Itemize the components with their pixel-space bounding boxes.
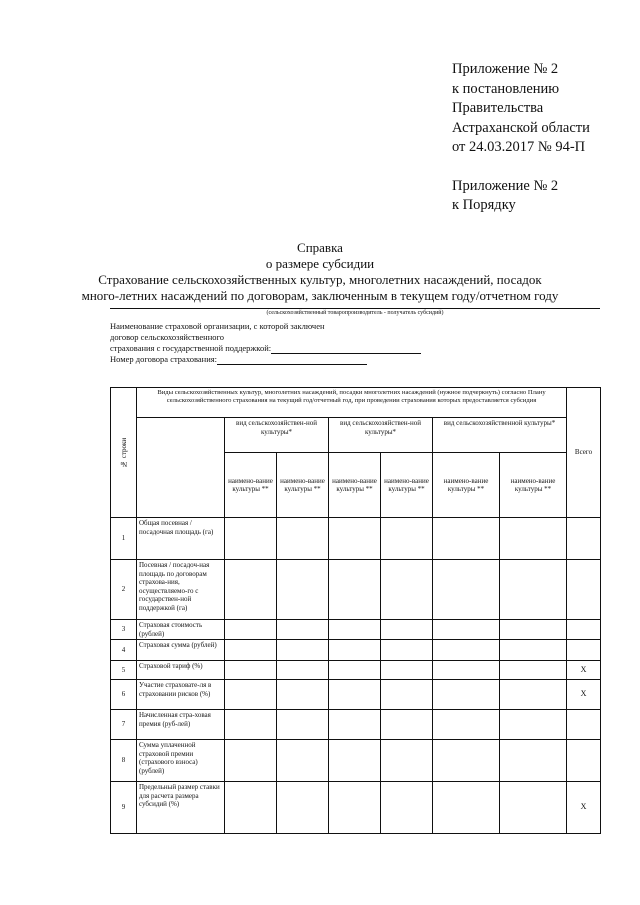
document-description: Страхование сельскохозяйственных культур, многолетних насаждений, посадок много-летних насаждений по договорам, заключенным в текущем году/отчетном году (81, 272, 559, 303)
table-row (111, 518, 601, 560)
row-number: 9 (111, 782, 137, 834)
insurer-label-2: договор сельскохозяйственного (110, 332, 225, 342)
data-cell[interactable] (433, 740, 500, 782)
total-cell[interactable]: Х (567, 661, 601, 680)
row-number: 7 (111, 710, 137, 740)
total-cell[interactable] (567, 740, 601, 782)
total-cell[interactable]: Х (567, 782, 601, 834)
data-cell[interactable] (433, 680, 500, 710)
crop-types-header: Виды сельскохозяйственных культур, многолетних насаждений, посадки многолетних насаждений (нужное подчеркнуть) согласно Плану сельскохозяйственного страхования на текущий год/отчетный год, при проведении страхования которых предоставляется субсидия (137, 388, 567, 418)
data-cell[interactable] (277, 620, 329, 640)
row-label: Сумма уплаченной страховой премии (страхового взноса) (рублей) (137, 740, 225, 782)
row-label: Посевная / посадоч-ная площадь по договорам страхова-ния, осуществляемо-го с государствен-ной поддержкой (га) (137, 560, 225, 620)
data-cell[interactable] (433, 710, 500, 740)
data-cell[interactable] (329, 518, 381, 560)
data-cell[interactable] (433, 560, 500, 620)
data-cell[interactable] (381, 640, 433, 661)
data-cell[interactable] (329, 710, 381, 740)
document-title: Справка (297, 240, 343, 255)
data-cell[interactable] (329, 740, 381, 782)
table-row (111, 560, 601, 620)
subsidy-table (110, 387, 601, 834)
row-number: 8 (111, 740, 137, 782)
crop-group-header: вид сельскохозяйствен-ной культуры* (225, 418, 329, 453)
data-cell[interactable] (225, 710, 277, 740)
data-cell[interactable] (433, 661, 500, 680)
data-cell[interactable] (329, 782, 381, 834)
data-cell[interactable] (225, 640, 277, 661)
data-cell[interactable] (433, 620, 500, 640)
crop-group-header: вид сельскохозяйствен-ной культуры* (329, 418, 433, 453)
total-cell[interactable] (567, 518, 601, 560)
crop-name-header: наимено-вание культуры ** (329, 453, 381, 518)
insurer-label-1: Наименование страховой организации, с которой заключен (110, 321, 325, 331)
row-number: 1 (111, 518, 137, 560)
data-cell[interactable] (500, 680, 567, 710)
data-cell[interactable] (500, 518, 567, 560)
data-cell[interactable] (381, 661, 433, 680)
data-cell[interactable] (500, 710, 567, 740)
data-cell[interactable] (329, 640, 381, 661)
contract-blank[interactable] (217, 355, 367, 365)
row-number: 2 (111, 560, 137, 620)
row-label: Предельный размер ставки для расчета размера субсидий (%) (137, 782, 225, 834)
data-cell[interactable] (225, 620, 277, 640)
row-label: Страховая сумма (рублей) (137, 640, 225, 661)
table-row (111, 640, 601, 661)
data-cell[interactable] (381, 620, 433, 640)
row-label: Страховой тариф (%) (137, 661, 225, 680)
total-cell[interactable]: Х (567, 680, 601, 710)
document-heading (81, 240, 559, 304)
table-row (111, 710, 601, 740)
table-row (111, 661, 601, 680)
data-cell[interactable] (225, 782, 277, 834)
data-cell[interactable] (277, 740, 329, 782)
data-cell[interactable] (329, 661, 381, 680)
data-cell[interactable] (500, 782, 567, 834)
row-number: 3 (111, 620, 137, 640)
data-cell[interactable] (381, 782, 433, 834)
insurer-blank[interactable] (271, 344, 421, 354)
appendix-line: к постановлению (452, 80, 560, 97)
crop-group-header: вид сельскохозяйственной культуры* (433, 418, 567, 453)
data-cell[interactable] (329, 680, 381, 710)
data-cell[interactable] (277, 560, 329, 620)
data-cell[interactable] (225, 740, 277, 782)
signature-line (110, 308, 600, 309)
crop-name-header: наимено-вание культуры ** (433, 453, 500, 518)
data-cell[interactable] (225, 661, 277, 680)
table-row (111, 740, 601, 782)
data-cell[interactable] (277, 661, 329, 680)
data-cell[interactable] (381, 710, 433, 740)
row-number: 6 (111, 680, 137, 710)
row-label: Начисленная стра-ховая премия (руб-лей) (137, 710, 225, 740)
spacer (452, 158, 590, 177)
signature-caption: (сельскохозяйственный товаропроизводитель - получатель субсидий) (266, 310, 444, 316)
appendix-block (452, 60, 590, 216)
data-cell[interactable] (277, 518, 329, 560)
data-cell[interactable] (433, 782, 500, 834)
data-cell[interactable] (381, 740, 433, 782)
data-cell[interactable] (277, 782, 329, 834)
crop-name-header: наимено-вание культуры ** (225, 453, 277, 518)
data-cell[interactable] (433, 518, 500, 560)
appendix-date: от 24.03.2017 № 94-П (452, 139, 586, 155)
appendix-line: Астраханской области (452, 119, 590, 136)
row-label: Страховая стоимость (рублей) (137, 620, 225, 640)
table-row (111, 782, 601, 834)
total-cell[interactable] (567, 560, 601, 620)
contract-field[interactable] (110, 354, 421, 365)
crop-name-header: наимено-вание культуры ** (381, 453, 433, 518)
crop-name-header: наимено-вание культуры ** (500, 453, 567, 518)
data-cell[interactable] (500, 560, 567, 620)
data-cell[interactable] (500, 661, 567, 680)
data-cell[interactable] (381, 680, 433, 710)
data-cell[interactable] (329, 620, 381, 640)
row-label: Общая посевная / посадочная площадь (га) (137, 518, 225, 560)
row-number: 4 (111, 640, 137, 661)
total-cell[interactable] (567, 620, 601, 640)
data-cell[interactable] (277, 680, 329, 710)
appendix-line: Приложение № 2 (452, 61, 559, 77)
data-cell[interactable] (433, 640, 500, 661)
contract-label: Номер договора страхования: (110, 354, 218, 364)
data-cell[interactable] (381, 518, 433, 560)
insurer-field[interactable] (110, 343, 421, 354)
appendix-line: Приложение № 2 (452, 177, 559, 194)
insurer-label-3: страхования с государственной поддержкой: (110, 343, 272, 353)
data-cell[interactable] (277, 710, 329, 740)
data-cell[interactable] (225, 560, 277, 620)
total-cell[interactable] (567, 640, 601, 661)
data-cell[interactable] (500, 640, 567, 661)
data-cell[interactable] (500, 740, 567, 782)
header-fields (110, 321, 421, 365)
data-cell[interactable] (500, 620, 567, 640)
row-no-header: № строки (111, 388, 137, 518)
total-header: Всего (567, 388, 601, 518)
data-cell[interactable] (277, 640, 329, 661)
data-cell[interactable] (225, 680, 277, 710)
document-subtitle: о размере субсидии (265, 256, 375, 271)
total-cell[interactable] (567, 710, 601, 740)
table-row (111, 620, 601, 640)
appendix-line: Правительства (452, 100, 544, 116)
data-cell[interactable] (381, 560, 433, 620)
data-cell[interactable] (225, 518, 277, 560)
row-label: Участие страховате-ля в страховании рисков (%) (137, 680, 225, 710)
table-row (111, 680, 601, 710)
crop-name-header: наимено-вание культуры ** (277, 453, 329, 518)
appendix-line: к Порядку (452, 197, 516, 213)
data-cell[interactable] (329, 560, 381, 620)
row-number: 5 (111, 661, 137, 680)
label-header-cell (137, 418, 225, 518)
